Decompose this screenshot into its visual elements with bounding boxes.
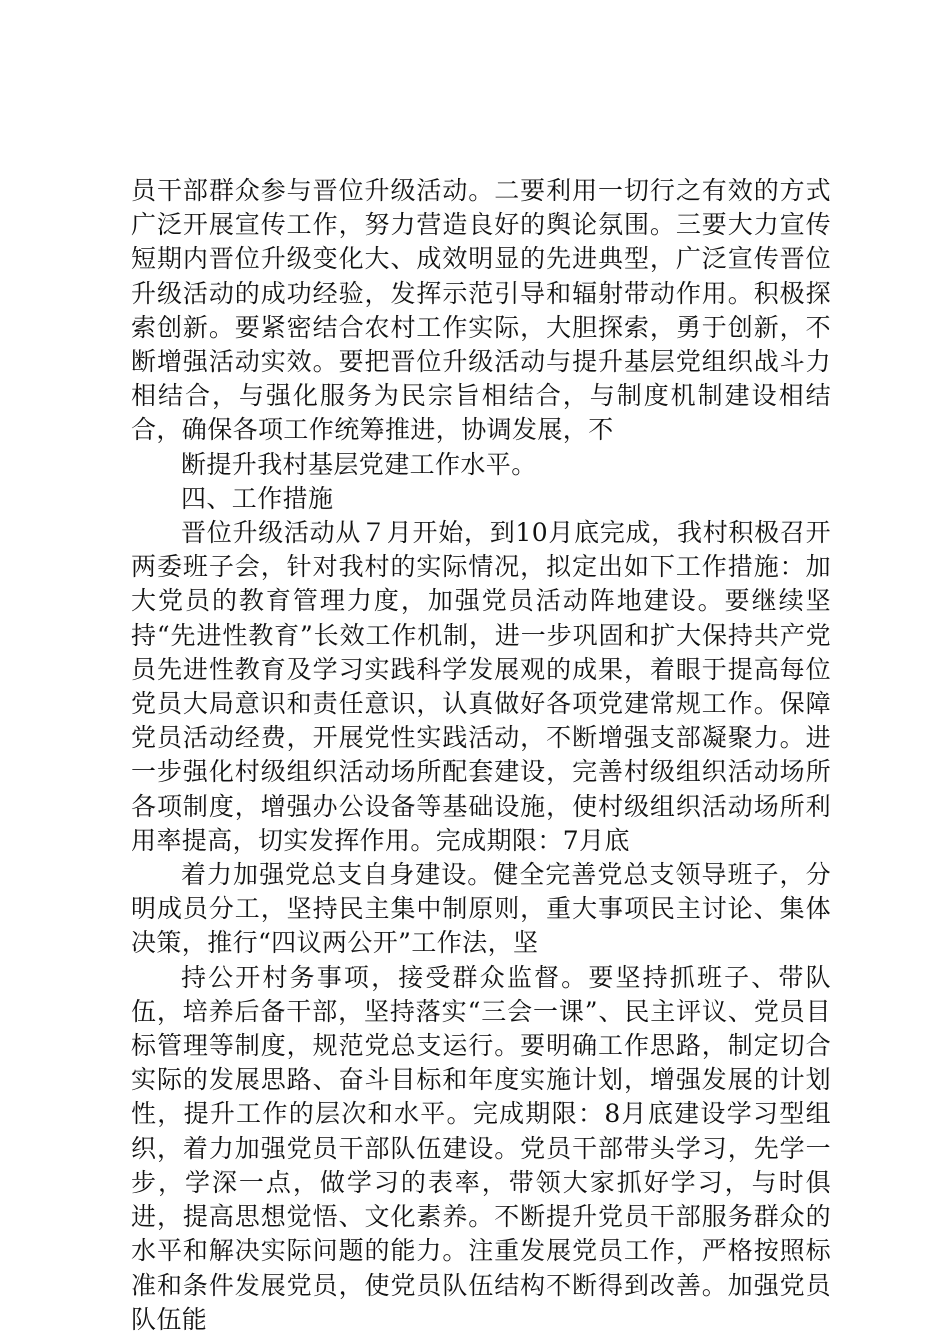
document-body [131, 174, 831, 1337]
paragraph-branch-building: 着力加强党总支自身建设。健全完善党总支领导班子，分明成员分工，坚持民主集中制原则，重大事项民主讨论、集体决策，推行“四议两公开”工作法，坚 [131, 860, 831, 958]
paragraph-continuation: 断提升我村基层党建工作水平。 [181, 449, 537, 479]
paragraph-village-affairs: 持公开村务事项，接受群众监督。要坚持抓班子、带队伍，培养后备干部，坚持落实“三会一课”、民主评议、党员目标管理等制度，规范党总支运行。要明确工作思路，制定切合实际的发展思路、奋斗目标和年度实施计划，增强发展的计划性，提升工作的层次和水平。完成期限：8月底建设学习型组织，着力加强党员干部队伍建设。党员干部带头学习，先学一步，学深一点，做学习的表率，带领大家抓好学习，与时俱进，提高思想觉悟、文化素养。不断提升党员干部服务群众的水平和解决实际问题的能力。注重发展党员工作，严格按照标准和条件发展党员，使党员队伍结构不断得到改善。加强党员队伍能 [131, 962, 831, 1334]
paragraph-work-measures: 晋位升级活动从７月开始，到10月底完成，我村积极召开两委班子会，针对我村的实际情况，拟定出如下工作措施：加大党员的教育管理力度，加强党员活动阵地建设。要继续坚持“先进性教育”长效工作机制，进一步巩固和扩大保持共产党员先进性教育及学习实践科学发展观的成果，着眼于提高每位党员大局意识和责任意识，认真做好各项党建常规工作。保障党员活动经费，开展党性实践活动，不断增强支部凝聚力。进一步强化村级组织活动场所配套建设，完善村级组织活动场所各项制度，增强办公设备等基础设施，使村级组织活动场所利用率提高，切实发挥作用。完成期限：7月底 [131, 518, 831, 855]
paragraph-campaign-promotion: 员干部群众参与晋位升级活动。二要利用一切行之有效的方式广泛开展宣传工作，努力营造良好的舆论氛围。三要大力宣传短期内晋位升级变化大、成效明显的先进典型，广泛宣传晋位升级活动的成功经验，发挥示范引导和辐射带动作用。积极探索创新。要紧密结合农村工作实际，大胆探索，勇于创新，不断增强活动实效。要把晋位升级活动与提升基层党组织战斗力相结合，与强化服务为民宗旨相结合，与制度机制建设相结合，确保各项工作统筹推进，协调发展，不 [131, 176, 831, 445]
section-heading-work-measures: 四、工作措施 [181, 483, 334, 513]
